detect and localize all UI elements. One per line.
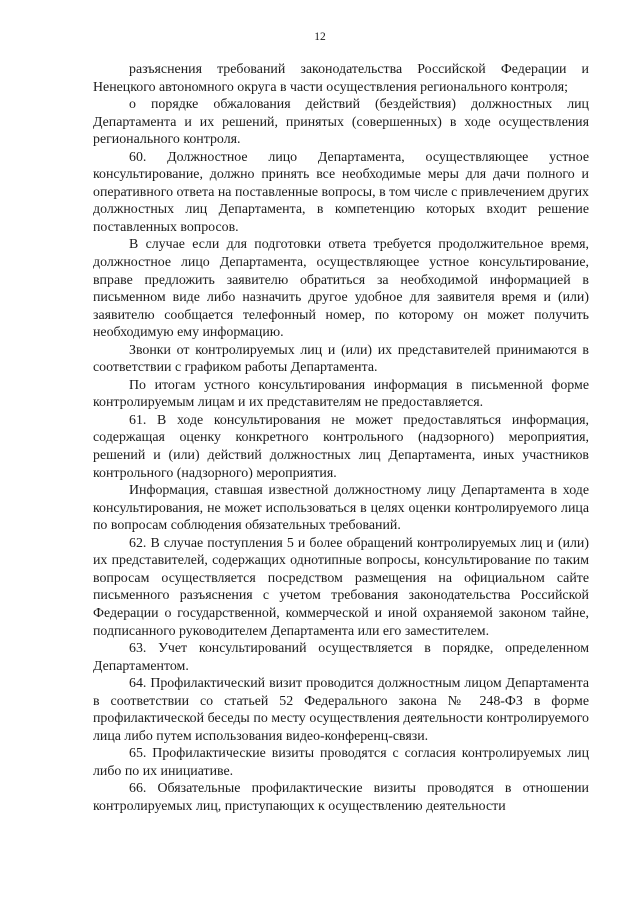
paragraph: 60. Должностное лицо Департамента, осуществляющее устное консультирование, должно принять все необходимые меры для дачи полного и оперативного ответа на поставленные вопросы, в том числе с привлечением других должностных лиц Департамента, в компетенцию которых входит решение поставленных вопросов. [93, 149, 589, 235]
page-number: 12 [314, 31, 326, 43]
paragraph: разъяснения требований законодательства Российской Федерации и Ненецкого автономного округа в части осуществления регионального контроля; [93, 62, 589, 95]
paragraph: 62. В случае поступления 5 и более обращений контролируемых лиц и (или) их представителей, содержащих однотипные вопросы, консультирование по таким вопросам осуществляется посредством размещения на официальном сайте письменного разъяснения с учетом требования законодательства Российской Федерации о государственной, коммерческой и иной охраняемой законом тайне, подписанного руководителем Департамента или его заместителем. [93, 535, 589, 639]
paragraph: В случае если для подготовки ответа требуется продолжительное время, должностное лицо Департамента, осуществляющее устное консультирование, вправе предложить заявителю обратиться за необходимой информацией в письменном виде либо назначить другое удобное для заявителя время и (или) заявителю сообщается телефонный номер, по которому он может получить необходимую ему информацию. [93, 237, 589, 341]
paragraph: 61. В ходе консультирования не может предоставляться информация, содержащая оценку конкретного контрольного (надзорного) мероприятия, решений и (или) действий должностных лиц Департамента, иных участников контрольного (надзорного) мероприятия. [93, 412, 589, 481]
paragraph: 66. Обязательные профилактические визиты проводятся в отношении контролируемых лиц, приступающих к осуществлению деятельности [93, 781, 589, 814]
paragraph: Информация, ставшая известной должностному лицу Департамента в ходе консультирования, не может использоваться в целях оценки контролируемого лица по вопросам соблюдения обязательных требований. [93, 483, 589, 534]
paragraph: 65. Профилактические визиты проводятся с согласия контролируемых лиц либо по их инициативе. [93, 746, 589, 779]
paragraph: о порядке обжалования действий (бездействия) должностных лиц Департамента и их решений, принятых (совершенных) в ходе осуществления регионального контроля. [93, 97, 589, 148]
paragraph: 63. Учет консультирований осуществляется в порядке, определенном Департаментом. [93, 641, 589, 674]
paragraph: 64. Профилактический визит проводится должностным лицом Департамента в соответствии со статьей 52 Федерального закона № 248-ФЗ в форме профилактической беседы по месту осуществления деятельности контролируемого лица либо путем использования видео-конференц-связи. [93, 676, 589, 744]
document-body [93, 61, 589, 816]
paragraph: По итогам устного консультирования информация в письменной форме контролируемым лицам и их представителям не предоставляется. [93, 377, 589, 411]
paragraph: Звонки от контролируемых лиц и (или) их представителей принимаются в соответствии с графиком работы Департамента. [93, 342, 589, 376]
